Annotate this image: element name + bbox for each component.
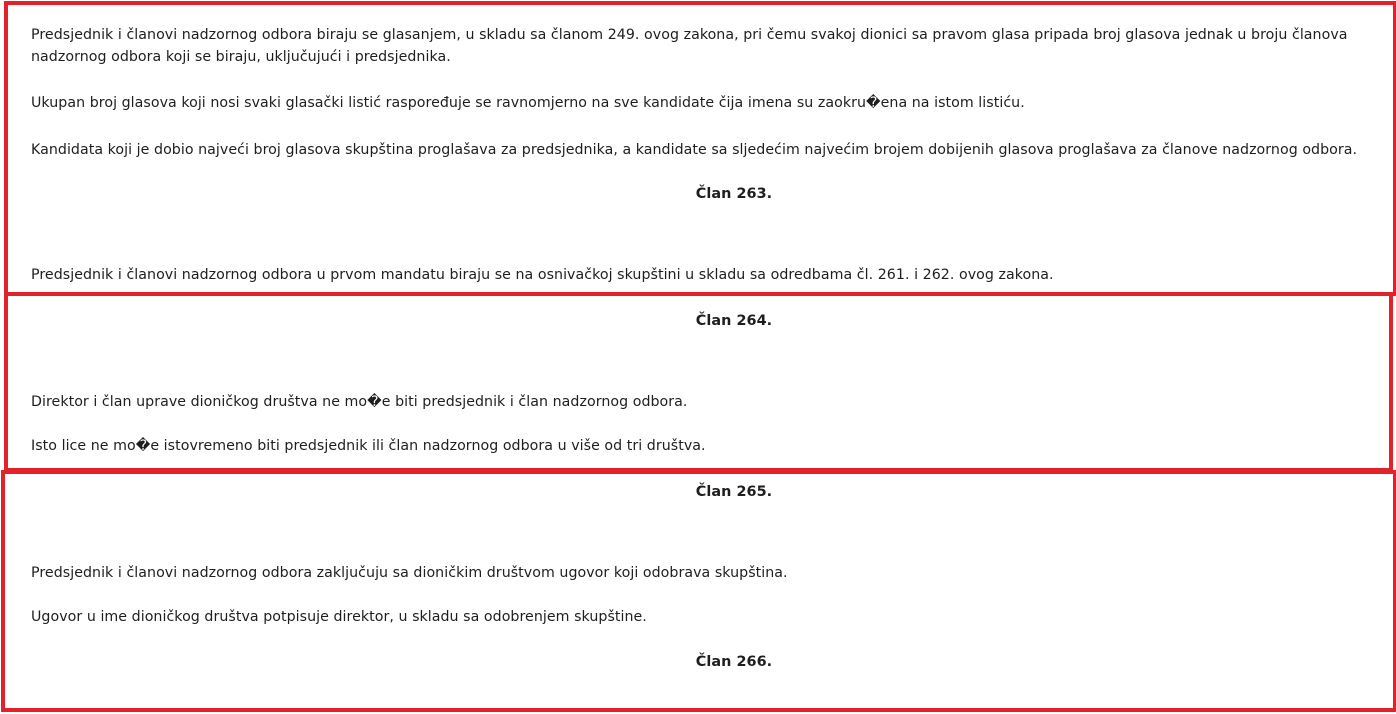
article-264-heading: Član 264. xyxy=(695,313,773,329)
article-264-paragraph-2: Isto lice ne mo�e istovremeno biti predsjednik ili član nadzornog odbora u više od tri društva. xyxy=(31,438,706,454)
article-264-paragraph-1: Direktor i član uprave dioničkog društva ne mo�e biti predsjednik i član nadzornog odbora. xyxy=(31,394,688,410)
article-265-paragraph-1: Predsjednik i članovi nadzornog odbora zaključuju sa dioničkim društvom ugovor koji odobrava skupština. xyxy=(31,565,788,581)
article-265-paragraph-2: Ugovor u ime dioničkog društva potpisuje direktor, u skladu sa odobrenjem skupštine. xyxy=(31,609,647,625)
article-262-paragraph-3: Kandidata koji je dobio najveći broj glasova skupština proglašava za predsjednika, a kandidate sa sljedećim najvećim brojem dobijenih glasova proglašava za članove nadzornog odbora. xyxy=(31,142,1358,158)
article-263-heading: Član 263. xyxy=(695,186,773,202)
article-263-paragraph-1: Predsjednik i članovi nadzornog odbora u prvom mandatu biraju se na osnivačkoj skupštini u skladu sa odredbama čl. 261. i 262. ovog zakona. xyxy=(31,267,1054,283)
article-262-paragraph-1: Predsjednik i članovi nadzornog odbora biraju se glasanjem, u skladu sa članom 249. ovog zakona, pri čemu svakoj dionici sa pravom glasa pripada broj glasova jednak u broju članova nadzornog odbora koji se biraju, uključujući i predsjednika. xyxy=(31,27,1348,65)
article-265-heading: Član 265. xyxy=(695,484,773,500)
article-266-heading: Član 266. xyxy=(695,654,773,670)
highlight-box-bottom xyxy=(1,470,1396,712)
article-262-paragraph-2: Ukupan broj glasova koji nosi svaki glasački listić raspoređuje se ravnomjerno na sve kandidate čija imena su zaokru�ena na istom listiću. xyxy=(31,95,1025,111)
